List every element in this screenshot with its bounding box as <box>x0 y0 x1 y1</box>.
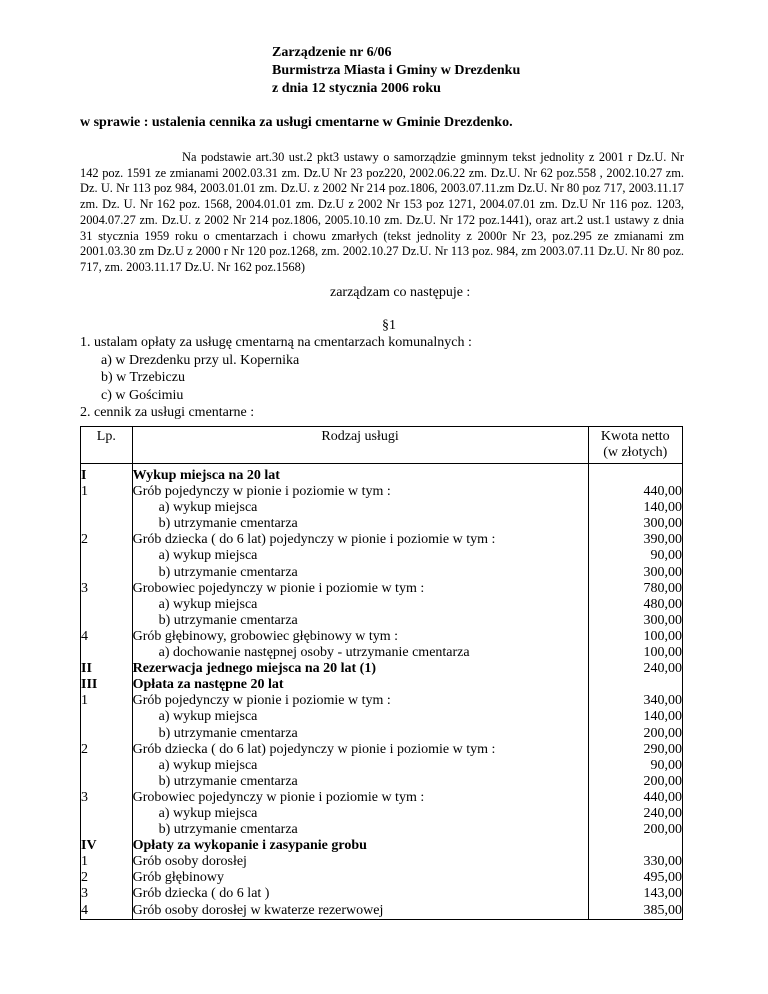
table-body-row <box>81 464 683 920</box>
cemetery-goscim: c) w Gościmiu <box>101 387 184 403</box>
lp-cell: 1 <box>81 693 88 709</box>
amount-cell: 390,00 <box>643 532 682 548</box>
amount-column <box>588 464 682 920</box>
service-item: Grobowiec pojedynczy w pionie i poziomie w tym : <box>132 580 425 596</box>
service-item: Grób pojedynczy w pionie i poziomie w tym : <box>132 693 391 709</box>
service-item: Grób dziecka ( do 6 lat ) <box>132 886 270 902</box>
lp-cell: 4 <box>81 628 88 644</box>
service-subitem: a) wykup miejsca <box>158 500 258 516</box>
service-item: Grób dziecka ( do 6 lat) pojedynczy w pionie i poziomie w tym : <box>132 532 496 548</box>
service-column <box>132 464 588 920</box>
lp-cell: 4 <box>81 902 88 918</box>
header-amount-line1: Kwota netto <box>600 429 670 444</box>
service-subitem: a) wykup miejsca <box>158 805 258 821</box>
service-subitem: a) dochowanie następnej osoby - utrzymanie cmentarza <box>158 645 470 661</box>
lp-cell <box>81 806 132 822</box>
lp-cell <box>81 822 132 838</box>
amount-cell: 200,00 <box>643 773 682 789</box>
amount-cell: 140,00 <box>643 709 682 725</box>
amount-cell: 300,00 <box>643 564 682 580</box>
legal-basis: Na podstawie art.30 ust.2 pkt3 ustawy o samorządzie gminnym tekst jednolity z 2001 r Dz.U. Nr 142 poz. 1591 ze zmianami 2002.03.31 zm. Dz.U Nr 23 poz220, 2002.06.22 zm. Dz.U. Nr 62 poz.558 , 2002.10.27 zm. Dz. U. Nr 113 poz 984, 2003.01.01 zm. Dz.U. z 2002 Nr 214 poz.1806, 2003.07.11.zm Dz.U. Nr 80 poz 717, 2003.11.17 zm. Dz. U. Nr 162 poz. 1568, 2004.01.01 zm. Dz.U z 2002 Nr 153 poz 1271, 2004.07.01 zm. Dz.U Nr 116 poz. 1203, 2004.07.27 zm. Dz.U. z 2002 Nr 214 poz.1806, 2005.10.10 zm. Dz.U. Nr 172 poz.1441), oraz art.2 ust.1 ustawy z dnia 31 stycznia 1959 roku o cmentarzach i chowu zmarłych (tekst jednolity z 2000r Nr 23, poz.295 ze zmianami zm 2001.03.30 zm Dz.U z 2000 r Nr 120 poz.1268, zm. 2002.10.27 Dz.U. Nr 113 poz. 984, zm 2003.07.11 Dz.U. Nr 80 poz. 717, zm. 2003.11.17 Dz.U. Nr 162 poz.1568) <box>80 150 684 274</box>
amount-cell: 240,00 <box>643 805 682 821</box>
amount-cell: 780,00 <box>643 580 682 596</box>
lp-cell: 3 <box>81 886 88 902</box>
service-item: Grób pojedynczy w pionie i poziomie w tym : <box>132 484 391 500</box>
amount-cell: 440,00 <box>643 789 682 805</box>
service-item: Opłata za następne 20 lat <box>132 677 284 693</box>
lp-cell: III <box>81 677 98 693</box>
lp-cell <box>81 500 132 516</box>
amount-cell: 90,00 <box>650 548 682 564</box>
amount-cell: 300,00 <box>643 612 682 628</box>
amount-cell: 100,00 <box>643 628 682 644</box>
amount-cell: 340,00 <box>643 693 682 709</box>
service-item: Opłaty za wykopanie i zasypanie grobu <box>132 838 367 854</box>
amount-cell: 495,00 <box>643 870 682 886</box>
amount-cell: 100,00 <box>643 645 682 661</box>
service-subitem: a) wykup miejsca <box>158 596 258 612</box>
ordinance-header <box>272 44 520 98</box>
paragraph-mark: §1 <box>382 318 396 333</box>
service-item: Grób osoby dorosłej w kwaterze rezerwowej <box>132 902 384 918</box>
lp-cell <box>81 516 132 532</box>
amount-cell: 143,00 <box>643 886 682 902</box>
amount-cell: 440,00 <box>643 484 682 500</box>
lp-cell <box>81 613 132 629</box>
provision-item-2: 2. cennik za usługi cmentarne : <box>80 405 255 420</box>
amount-cell: 140,00 <box>643 500 682 516</box>
header-service: Rodzaj usługi <box>132 427 588 464</box>
lp-cell <box>81 774 132 790</box>
lp-cell: II <box>81 661 92 677</box>
table-header-row <box>81 427 683 464</box>
lp-cell: 3 <box>81 789 88 805</box>
service-item: Grobowiec pojedynczy w pionie i poziomie w tym : <box>132 789 425 805</box>
amount-cell: 480,00 <box>643 596 682 612</box>
lp-cell: 2 <box>81 741 88 757</box>
ordinance-number: Zarządzenie nr 6/06 <box>272 45 392 60</box>
lp-cell: IV <box>81 838 97 854</box>
ordinance-issuer: Burmistrza Miasta i Gminy w Drezdenku <box>272 63 521 78</box>
amount-cell: 200,00 <box>643 725 682 741</box>
amount-cell: 330,00 <box>643 854 682 870</box>
lp-cell <box>81 565 132 581</box>
amount-cell: 90,00 <box>650 757 682 773</box>
lp-cell <box>81 597 132 613</box>
amount-cell: 290,00 <box>643 741 682 757</box>
service-subitem: a) wykup miejsca <box>158 757 258 773</box>
header-lp: Lp. <box>81 427 133 464</box>
provision-item-1: 1. ustalam opłaty za usługę cmentarną na cmentarzach komunalnych : <box>80 335 472 350</box>
service-item: Grób głębinowy <box>132 870 225 886</box>
service-subitem: a) wykup miejsca <box>158 548 258 564</box>
header-amount <box>588 427 682 464</box>
lp-cell: 2 <box>81 870 88 886</box>
amount-cell: 300,00 <box>643 516 682 532</box>
amount-cell: 200,00 <box>643 822 682 838</box>
lp-cell: 1 <box>81 854 88 870</box>
ordinance-subject: w sprawie : ustalenia cennika za usługi cmentarne w Gminie Drezdenko. <box>80 115 513 130</box>
service-item: Grób głębinowy, grobowiec głębinowy w tym : <box>132 628 399 644</box>
service-subitem: a) wykup miejsca <box>158 709 258 725</box>
decree-line: zarządzam co następuje : <box>330 285 471 300</box>
lp-cell <box>81 709 132 725</box>
service-item: Rezerwacja jednego miejsca na 20 lat (1) <box>132 661 376 677</box>
service-subitem: b) utrzymanie cmentarza <box>158 773 298 789</box>
amount-cell <box>589 838 682 854</box>
service-item: Wykup miejsca na 20 lat <box>132 468 280 483</box>
cemetery-drezdenko: a) w Drezdenku przy ul. Kopernika <box>101 352 300 368</box>
service-subitem: b) utrzymanie cmentarza <box>158 725 298 741</box>
cemetery-trzebicz: b) w Trzebiczu <box>101 370 185 385</box>
service-item: Grób dziecka ( do 6 lat) pojedynczy w pionie i poziomie w tym : <box>132 741 496 757</box>
amount-cell: 385,00 <box>643 902 682 918</box>
lp-cell <box>81 726 132 742</box>
service-item: Grób osoby dorosłej <box>132 854 247 870</box>
service-subitem: b) utrzymanie cmentarza <box>158 612 298 628</box>
lp-column <box>81 464 133 920</box>
lp-cell: 1 <box>81 484 88 500</box>
lp-cell: 2 <box>81 532 88 548</box>
service-subitem: b) utrzymanie cmentarza <box>158 516 298 532</box>
lp-cell <box>81 645 132 661</box>
service-subitem: b) utrzymanie cmentarza <box>158 822 298 838</box>
amount-cell <box>589 677 682 693</box>
ordinance-date: z dnia 12 stycznia 2006 roku <box>272 81 441 96</box>
amount-cell: 240,00 <box>643 661 682 677</box>
price-table <box>80 426 683 920</box>
service-subitem: b) utrzymanie cmentarza <box>158 564 298 580</box>
amount-cell <box>589 468 682 484</box>
lp-cell <box>81 758 132 774</box>
lp-cell: I <box>81 468 87 483</box>
header-amount-line2: (w złotych) <box>603 445 668 461</box>
lp-cell: 3 <box>81 580 88 596</box>
provision-list <box>80 334 472 422</box>
lp-cell <box>81 548 132 564</box>
